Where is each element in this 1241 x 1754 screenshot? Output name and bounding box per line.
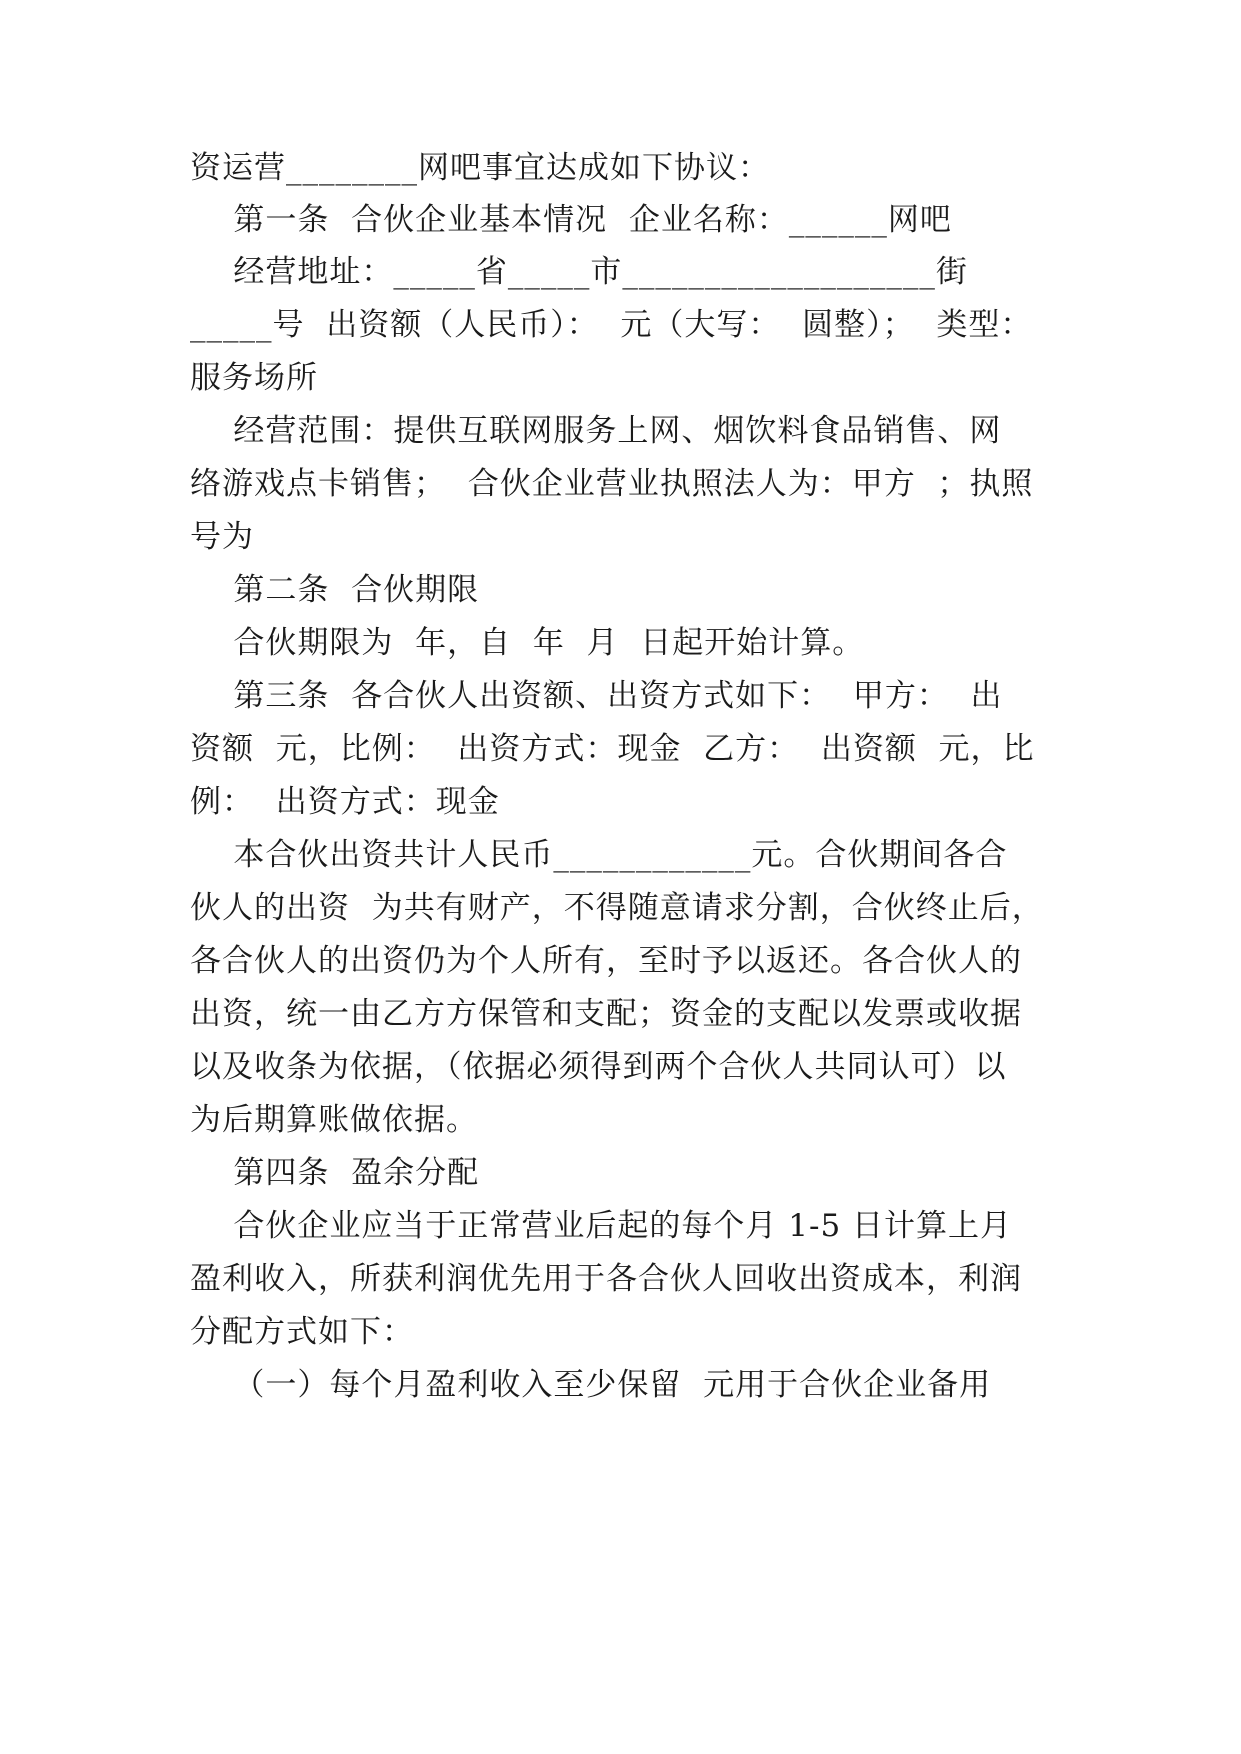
text-line: 合伙期限为 年，自 年 月 日起开始计算。 (190, 625, 865, 661)
text-line: 为后期算账做依据。 (190, 1102, 478, 1138)
text-line: 资额 元，比例： 出资方式：现金 乙方： 出资额 元，比 (190, 731, 1035, 767)
text-line: 资运营________网吧事宜达成如下协议： (190, 150, 770, 186)
text-line: 第三条 各合伙人出资额、出资方式如下： 甲方： 出 (190, 678, 1003, 714)
text-line: 号为 (190, 519, 254, 555)
text-line: 第二条 合伙期限 (190, 572, 480, 608)
text-line: 经营地址：_____省_____市___________________街 (190, 254, 968, 290)
text-line: 合伙企业应当于正常营业后起的每个月 1-5 日计算上月 (190, 1208, 1013, 1244)
text-line: 络游戏点卡销售； 合伙企业营业执照法人为：甲方 ；执照 (190, 466, 1034, 502)
text-line: 本合伙出资共计人民币____________元。合伙期间各合 (190, 837, 1008, 873)
text-line: （一）每个月盈利收入至少保留 元用于合伙企业备用 (190, 1367, 992, 1403)
text-line: 以及收条为依据，（依据必须得到两个合伙人共同认可）以 (190, 1049, 1007, 1085)
text-line: 伙人的出资 为共有财产，不得随意请求分割，合伙终止后， (190, 890, 1044, 926)
text-line: 例： 出资方式：现金 (190, 784, 500, 820)
text-line: 服务场所 (190, 360, 318, 396)
text-line: _____号 出资额（人民币）： 元（大写： 圆整）； 类型： (190, 307, 1033, 343)
text-line: 盈利收入，所获利润优先用于各合伙人回收出资成本，利润 (190, 1261, 1022, 1297)
text-line: 第一条 合伙企业基本情况 企业名称：______网吧 (190, 202, 952, 238)
text-line: 分配方式如下： (190, 1314, 414, 1350)
text-line: 第四条 盈余分配 (190, 1155, 480, 1191)
text-line: 出资，统一由乙方方保管和支配；资金的支配以发票或收据 (190, 996, 1022, 1032)
text-line: 经营范围：提供互联网服务上网、烟饮料食品销售、网 (190, 413, 1002, 449)
text-line: 各合伙人的出资仍为个人所有，至时予以返还。各合伙人的 (190, 943, 1022, 979)
